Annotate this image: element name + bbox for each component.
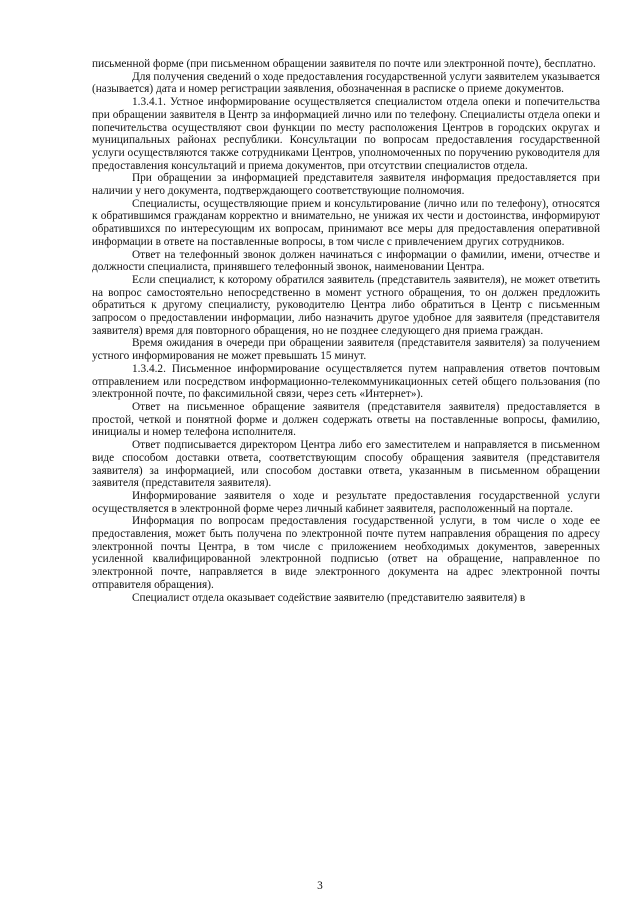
page-number: 3	[317, 880, 323, 892]
document-body	[92, 58, 600, 604]
paragraph-8: Время ожидания в очереди при обращении заявителя (представителя заявителя) за получением устного информирования не может превышать 15 минут.	[92, 337, 600, 363]
paragraph-10: Ответ на письменное обращение заявителя (представителя заявителя) предоставляется в простой, четкой и понятной форме и должен содержать ответы на поставленные вопросы, фамилию, инициалы и номер телефона исполнителя.	[92, 400, 600, 439]
paragraph-13: Информация по вопросам предоставления государственной услуги, в том числе о ходе ее предоставления, может быть получена по электронной почте путем направления обращения по адресу электронной почты Центра, в том числе с приложением необходимых документов, заверенных усиленной квалифицированной электронной подписью (ответ на обращение, направленное по электронной почте, направляется в виде электронного документа на адрес электронной почты отправителя обращения).	[92, 515, 600, 591]
paragraph-5: Специалисты, осуществляющие прием и консультирование (лично или по телефону), относятся к обратившимся гражданам корректно и внимательно, не унижая их чести и достоинства, информируют обратившихся по интересующим их вопросам, принимают все меры для предоставления оперативной информации в ответе на поставленные вопросы, в том числе с привлечением других сотрудников.	[92, 197, 600, 248]
paragraph-1: письменной форме (при письменном обращении заявителя по почте или электронной почте), бесплатно.	[92, 58, 596, 70]
paragraph-2: Для получения сведений о ходе предоставления государственной услуги заявителем указывается (называется) дата и номер регистрации заявления, обозначенная в расписке о приеме документов.	[92, 70, 600, 96]
paragraph-12: Информирование заявителя о ходе и результате предоставления государственной услуги осуществляется в электронной форме через личный кабинет заявителя, расположенный на портале.	[92, 489, 600, 515]
paragraph-14: Специалист отдела оказывает содействие заявителю (представителю заявителя) в	[132, 591, 526, 604]
paragraph-9: 1.3.4.2. Письменное информирование осуществляется путем направления ответов почтовым отправлением или посредством информационно-телекоммуникационных сетей общего пользования (по электронной почте, по факсимильной связи, через сеть «Интернет»).	[92, 362, 600, 401]
paragraph-6: Ответ на телефонный звонок должен начинаться с информации о фамилии, имени, отчестве и должности специалиста, принявшего телефонный звонок, наименовании Центра.	[92, 248, 600, 274]
paragraph-11: Ответ подписывается директором Центра либо его заместителем и направляется в письменном виде способом доставки ответа, соответствующим способу обращения заявителя (представителя заявителя) за информацией, или способом доставки ответа, указанным в письменном обращении заявителя (представителя заявителя).	[92, 439, 600, 490]
paragraph-7: Если специалист, к которому обратился заявитель (представитель заявителя), не может ответить на вопрос самостоятельно непосредственно в момент устного обращения, то он должен предложить обратиться к другому специалисту, руководителю Центра либо обратиться в Центр с письменным запросом о предоставлении информации, либо назначить другое удобное для заявителя (представителя заявителя) время для повторного обращения, но не позднее следующего дня приема граждан.	[92, 273, 600, 337]
paragraph-4: При обращении за информацией представителя заявителя информация предоставляется при наличии у него документа, подтверждающего соответствующие полномочия.	[92, 172, 600, 198]
paragraph-3: 1.3.4.1. Устное информирование осуществляется специалистом отдела опеки и попечительства при обращении заявителя в Центр за информацией лично или по телефону. Специалисты отдела опеки и попечительства осуществляют свои функции по месту расположения Центров в городских округах и муниципальных районах республики. Консультации по вопросам предоставления государственной услуги осуществляются также сотрудниками Центров, уполномоченных по поручению руководителя для предоставления консультаций и приема документов, при отсутствии специалистов отдела.	[92, 96, 600, 172]
